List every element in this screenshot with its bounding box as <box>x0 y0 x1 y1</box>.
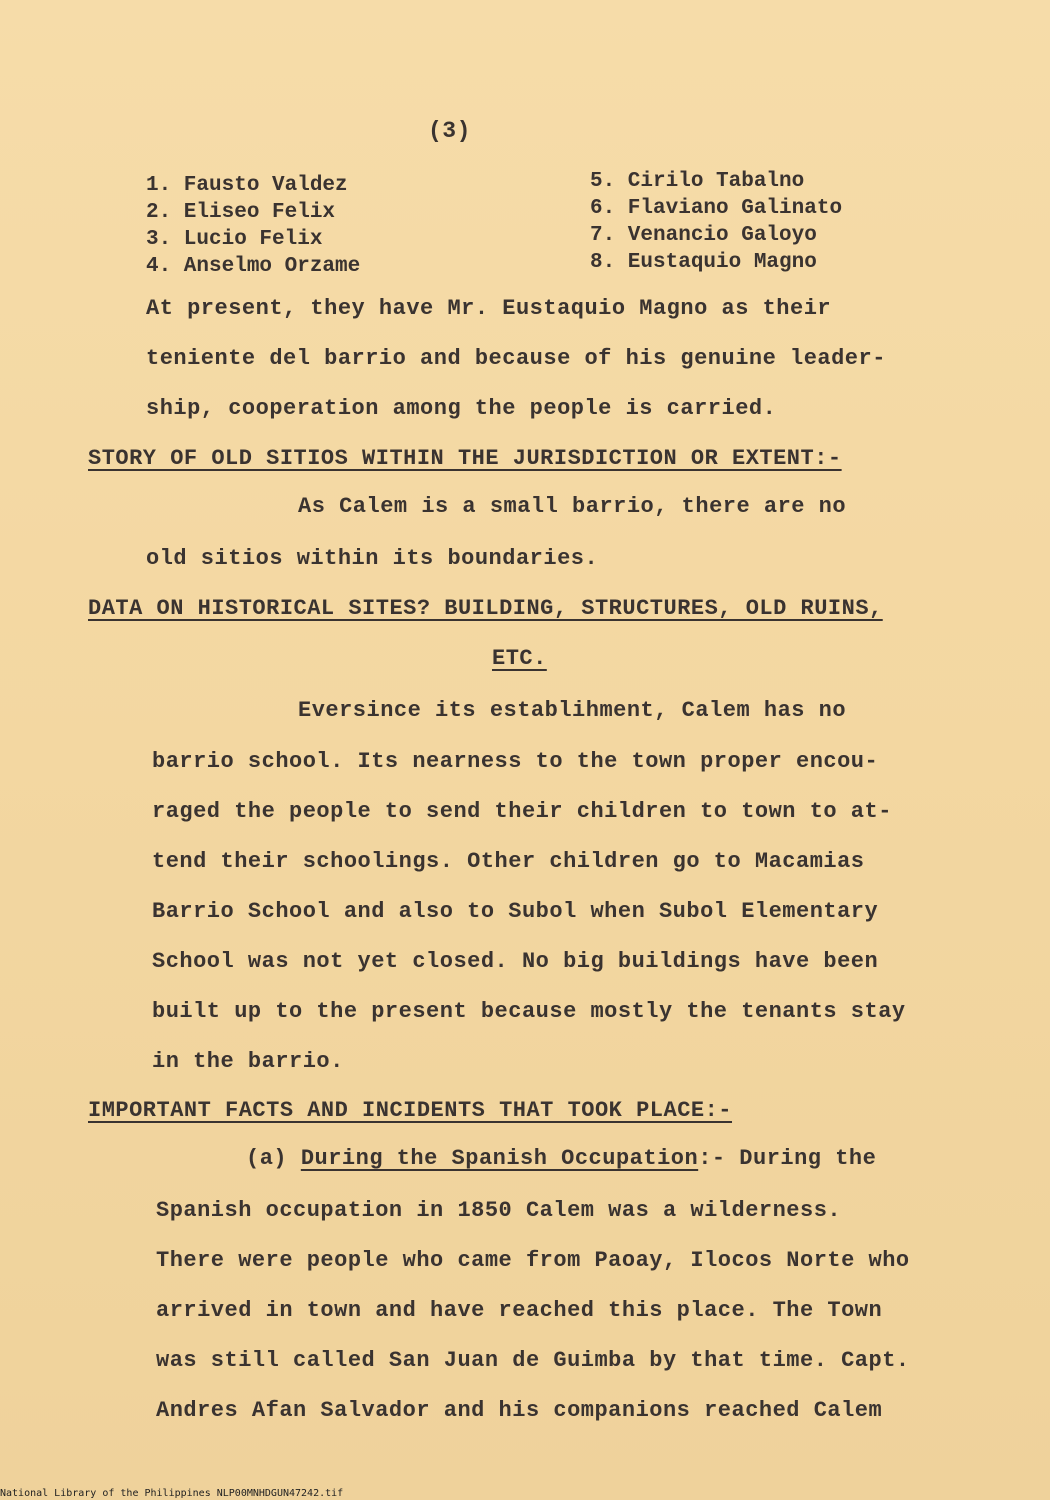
section-heading-historical-cont: ETC. <box>492 646 547 671</box>
paragraph-line: old sitios within its boundaries. <box>146 546 599 571</box>
paragraph-line: barrio school. Its nearness to the town proper encou- <box>152 749 879 774</box>
paragraph-line: built up to the present because mostly the tenants stay <box>152 999 906 1024</box>
footer-caption: National Library of the Philippines NLP00MNHDGUN47242.tif <box>0 1488 344 1499</box>
item-label: (a) <box>246 1146 288 1171</box>
paragraph-line: At present, they have Mr. Eustaquio Magno as their <box>146 296 832 321</box>
paragraph-text: :- During the <box>698 1146 877 1171</box>
list-item: 1. Fausto Valdez <box>146 174 348 197</box>
list-item: 6. Flaviano Galinato <box>590 197 843 220</box>
list-item: 2. Eliseo Felix <box>146 201 336 224</box>
paragraph-line: tend their schoolings. Other children go to Macamias <box>152 849 865 874</box>
paragraph-line: Andres Afan Salvador and his companions reached Calem <box>156 1398 883 1423</box>
paragraph-line: School was not yet closed. No big buildings have been <box>152 949 879 974</box>
section-heading-historical: DATA ON HISTORICAL SITES? BUILDING, STRUCTURES, OLD RUINS, <box>88 596 883 621</box>
paragraph-line: teniente del barrio and because of his genuine leader- <box>146 346 886 371</box>
paragraph-line: There were people who came from Paoay, Ilocos Norte who <box>156 1248 910 1273</box>
paragraph-line: in the barrio. <box>152 1049 344 1074</box>
list-item: 3. Lucio Felix <box>146 228 323 251</box>
paragraph-line: Barrio School and also to Subol when Subol Elementary <box>152 899 879 924</box>
section-heading-facts: IMPORTANT FACTS AND INCIDENTS THAT TOOK PLACE:- <box>88 1098 733 1123</box>
paragraph-line: ship, cooperation among the people is carried. <box>146 396 777 421</box>
subheading-spanish-occupation: During the Spanish Occupation <box>300 1146 699 1171</box>
paragraph-line: arrived in town and have reached this place. The Town <box>156 1298 883 1323</box>
list-item: 5. Cirilo Tabalno <box>590 170 805 193</box>
officials-list-right <box>590 168 842 276</box>
paragraph-line: Eversince its establihment, Calem has no <box>298 698 847 723</box>
paragraph-line <box>246 1146 876 1171</box>
list-item: 4. Anselmo Orzame <box>146 255 361 278</box>
section-heading-sitios: STORY OF OLD SITIOS WITHIN THE JURISDICTION OR EXTENT:- <box>88 446 842 471</box>
list-item: 7. Venancio Galoyo <box>590 224 817 247</box>
page-number: (3) <box>428 118 471 144</box>
list-item: 8. Eustaquio Magno <box>590 251 817 274</box>
officials-list-left <box>146 172 360 280</box>
paragraph-line: was still called San Juan de Guimba by that time. Capt. <box>156 1348 910 1373</box>
paragraph-line: Spanish occupation in 1850 Calem was a wilderness. <box>156 1198 842 1223</box>
paragraph-line: raged the people to send their children to town to at- <box>152 799 892 824</box>
paragraph-line: As Calem is a small barrio, there are no <box>298 494 847 519</box>
